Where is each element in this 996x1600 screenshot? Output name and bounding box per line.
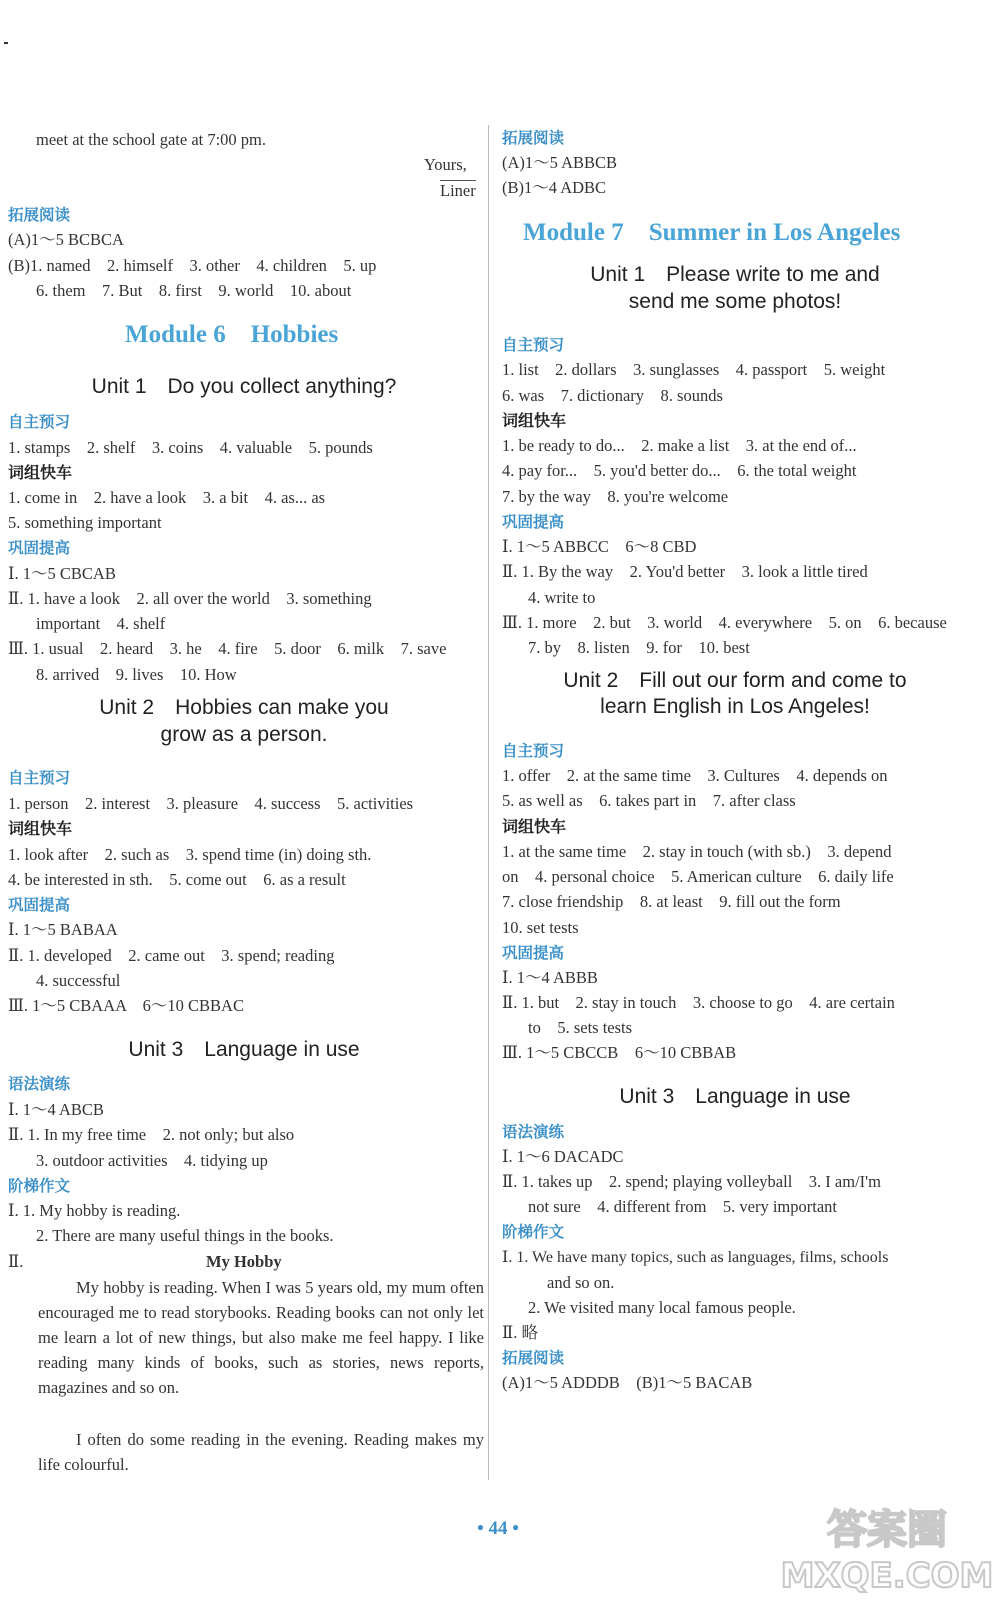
section-label: 拓展阅读 [8, 206, 71, 224]
section-label: 巩固提高 [8, 896, 71, 914]
section-label: 阶梯作文 [502, 1223, 565, 1241]
answer-line: (B)1～4 ADBC [502, 178, 607, 197]
unit-title: Unit 2 Hobbies can make you [99, 696, 389, 719]
answer-line: 7. by 8. listen 9. for 10. best [528, 638, 750, 657]
answer-line: Ⅱ. 1. developed 2. came out 3. spend; reading [8, 946, 335, 965]
unit-title: Unit 2 Fill out our form and come to [563, 669, 907, 692]
page-number: • 44 • [477, 1518, 519, 1539]
letter-line: meet at the school gate at 7:00 pm. [36, 130, 267, 149]
module-title: Module 7 Summer in Los Angeles [523, 219, 901, 246]
section-label: 词组快车 [8, 463, 73, 482]
answer-line: 1. list 2. dollars 3. sunglasses 4. passport 5. weight [502, 360, 886, 379]
answer-line: Ⅰ. 1～4 ABBB [502, 968, 598, 987]
column-divider [488, 125, 489, 1480]
answer-line: important 4. shelf [36, 614, 166, 633]
answer-line: on 4. personal choice 5. American culture 6. daily life [502, 867, 894, 886]
answer-line: 1. offer 2. at the same time 3. Cultures 4. depends on [502, 766, 888, 785]
answer-line: to 5. sets tests [528, 1018, 633, 1037]
answer-line: (A)1～5 ABBCB [502, 153, 618, 172]
answer-line: Ⅰ. 1. We have many topics, such as languages, films, schools [502, 1249, 889, 1266]
section-label: 自主预习 [502, 336, 565, 354]
answer-line: 6. was 7. dictionary 8. sounds [502, 386, 723, 405]
answer-line: Ⅱ. 1. but 2. stay in touch 3. choose to go 4. are certain [502, 993, 895, 1012]
answer-line: Ⅱ. [8, 1252, 24, 1271]
module-title: Module 6 Hobbies [125, 321, 339, 348]
answer-line: Ⅰ. 1～6 DACADC [502, 1147, 624, 1166]
section-label: 拓展阅读 [502, 129, 565, 147]
letter-signature: Liner [440, 181, 476, 200]
answer-line: Ⅰ. 1～4 ABCB [8, 1100, 104, 1119]
answer-line: 4. write to [528, 588, 596, 607]
answer-line: 4. pay for... 5. you'd better do... 6. the total weight [502, 461, 857, 480]
section-label: 拓展阅读 [502, 1349, 565, 1367]
answer-line: and so on. [547, 1273, 615, 1292]
answer-line: 7. by the way 8. you're welcome [502, 487, 729, 506]
section-label: 词组快车 [502, 411, 567, 430]
answer-line: 1. stamps 2. shelf 3. coins 4. valuable 5. pounds [8, 438, 373, 457]
watermark-text: MXQE.COM [780, 1556, 994, 1596]
essay-title: My Hobby [206, 1252, 282, 1271]
section-label: 语法演练 [502, 1123, 565, 1141]
answer-line: (B)1. named 2. himself 3. other 4. children 5. up [8, 256, 377, 275]
unit-title: Unit 1 Do you collect anything? [91, 375, 397, 398]
watermark-text: 答案圈 [827, 1507, 947, 1553]
unit-title: learn English in Los Angeles! [600, 695, 870, 718]
answer-line: Ⅱ. 略 [502, 1323, 538, 1342]
letter-closing: Yours, [424, 155, 467, 174]
section-label: 阶梯作文 [8, 1177, 71, 1195]
section-label: 词组快车 [502, 817, 567, 836]
unit-title: Unit 3 Language in use [128, 1038, 360, 1061]
section-label: 自主预习 [8, 413, 71, 431]
unit-title: grow as a person. [160, 723, 328, 746]
answer-line: 5. as well as 6. takes part in 7. after class [502, 791, 796, 810]
answer-line: 1. person 2. interest 3. pleasure 4. success 5. activities [8, 794, 414, 813]
answer-line: Ⅲ. 1～5 CBCCB 6～10 CBBAB [502, 1043, 737, 1062]
unit-title: send me some photos! [628, 290, 842, 313]
answer-line: 10. set tests [502, 918, 579, 937]
answer-line: 4. successful [36, 971, 121, 990]
answer-line: 1. at the same time 2. stay in touch (with sb.) 3. depend [502, 842, 892, 861]
answer-line: 3. outdoor activities 4. tidying up [36, 1151, 268, 1170]
answer-line: (A)1～5 ADDDB (B)1～5 BACAB [502, 1373, 753, 1392]
answer-line: Ⅱ. 1. In my free time 2. not only; but also [8, 1125, 295, 1144]
answer-line: 1. be ready to do... 2. make a list 3. at the end of... [502, 436, 857, 455]
answer-line: Ⅲ. 1. usual 2. heard 3. he 4. fire 5. door 6. milk 7. save [8, 639, 447, 658]
watermark-logo [780, 1495, 994, 1596]
answer-line: Ⅰ. 1～5 CBCAB [8, 564, 116, 583]
answer-line: 8. arrived 9. lives 10. How [36, 665, 237, 684]
section-label: 巩固提高 [502, 513, 565, 531]
section-label: 巩固提高 [502, 944, 565, 962]
unit-title: Unit 3 Language in use [619, 1085, 851, 1108]
answer-line: 7. close friendship 8. at least 9. fill out the form [502, 892, 841, 911]
section-label: 自主预习 [502, 742, 565, 760]
answer-line: 1. look after 2. such as 3. spend time (in) doing sth. [8, 845, 372, 864]
answer-line: Ⅰ. 1～5 ABBCC 6～8 CBD [502, 537, 697, 556]
corner-mark [4, 42, 8, 44]
answer-line: Ⅱ. 1. takes up 2. spend; playing volleyball 3. I am/I'm [502, 1172, 881, 1191]
answer-line: not sure 4. different from 5. very important [528, 1197, 837, 1216]
answer-line: Ⅰ. 1～5 BABAA [8, 920, 118, 939]
section-label: 自主预习 [8, 769, 71, 787]
answer-line: Ⅱ. 1. By the way 2. You'd better 3. look a little tired [502, 562, 868, 581]
section-label: 巩固提高 [8, 539, 71, 557]
answer-line: (A)1～5 BCBCA [8, 230, 124, 249]
unit-title: Unit 1 Please write to me and [590, 263, 880, 286]
essay-paragraph: I often do some reading in the evening. Reading makes my life colourful. [38, 1430, 484, 1474]
answer-line: 1. come in 2. have a look 3. a bit 4. as... as [8, 488, 326, 507]
answer-line: 5. something important [8, 513, 162, 532]
answer-line: Ⅱ. 1. have a look 2. all over the world 3. something [8, 589, 372, 608]
answer-line: 4. be interested in sth. 5. come out 6. as a result [8, 870, 346, 889]
answer-line: Ⅲ. 1～5 CBAAA 6～10 CBBAC [8, 996, 244, 1015]
section-label: 词组快车 [8, 819, 73, 838]
section-label: 语法演练 [8, 1075, 71, 1093]
essay-paragraph: My hobby is reading. When I was 5 years old, my mum often encouraged me to read storybooks. Reading books can not only let me learn a lot of new things, but also make me feel happy. I like reading many kinds of books, such as stories, news reports, magazines and so on. [38, 1278, 484, 1397]
answer-line: Ⅰ. 1. My hobby is reading. [8, 1201, 181, 1220]
answer-line: 6. them 7. But 8. first 9. world 10. about [36, 281, 352, 300]
answer-line: Ⅲ. 1. more 2. but 3. world 4. everywhere 5. on 6. because [502, 613, 947, 632]
answer-line: 2. There are many useful things in the books. [36, 1226, 334, 1245]
answer-line: 2. We visited many local famous people. [528, 1298, 796, 1317]
